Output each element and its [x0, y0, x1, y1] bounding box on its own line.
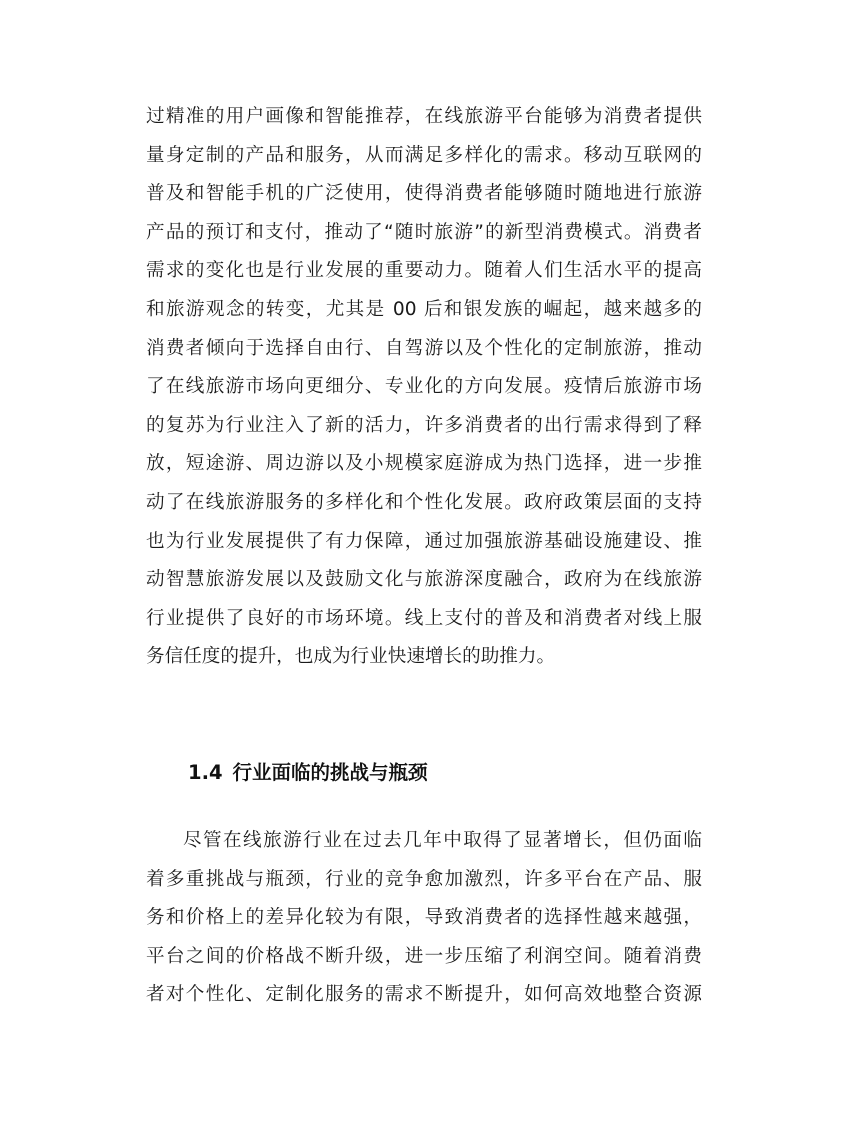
text-line: 务信任度的提升，也成为行业快速增长的助推力。: [146, 646, 556, 668]
text-line: 产品的预订和支付，推动了“随时旅游”的新型消费模式。消费者: [146, 221, 702, 243]
body-paragraph-1: [146, 98, 702, 677]
text-line: 消费者倾向于选择自由行、自驾游以及个性化的定制旅游，推动: [146, 337, 702, 359]
section-number: 1.4: [188, 761, 223, 784]
section-title: 行业面临的挑战与瓶颈: [232, 761, 428, 784]
text-line: 量身定制的产品和服务，从而满足多样化的需求。移动互联网的: [146, 144, 702, 166]
text-line: 动智慧旅游发展以及鼓励文化与旅游深度融合，政府为在线旅游: [146, 569, 702, 591]
text-line: 普及和智能手机的广泛使用，使得消费者能够随时随地进行旅游: [146, 183, 702, 205]
text-line: 者对个性化、定制化服务的需求不断提升，如何高效地整合资源: [146, 984, 702, 1006]
text-line: 务和价格上的差异化较为有限，导致消费者的选择性越来越强，: [146, 907, 702, 929]
text-line: 尽管在线旅游行业在过去几年中取得了显著增长，但仍面临: [183, 830, 702, 851]
text-line: 动了在线旅游服务的多样化和个性化发展。政府政策层面的支持: [146, 491, 702, 513]
text-line: 和旅游观念的转变，尤其是 00 后和银发族的崛起，越来越多的: [146, 298, 702, 320]
text-line: 放，短途游、周边游以及小规模家庭游成为热门选择，进一步推: [146, 453, 702, 475]
section-heading: [188, 754, 428, 792]
text-line: 着多重挑战与瓶颈，行业的竞争愈加激烈，许多平台在产品、服: [146, 868, 702, 890]
text-line: 行业提供了良好的市场环境。线上支付的普及和消费者对线上服: [146, 607, 702, 629]
text-line: 平台之间的价格战不断升级，进一步压缩了利润空间。随着消费: [146, 945, 702, 967]
text-line: 了在线旅游市场向更细分、专业化的方向发展。疫情后旅游市场: [146, 376, 702, 398]
body-paragraph-2: [146, 822, 702, 1015]
text-line: 过精准的用户画像和智能推荐，在线旅游平台能够为消费者提供: [146, 106, 702, 127]
text-line: 的复苏为行业注入了新的活力，许多消费者的出行需求得到了释: [146, 414, 702, 436]
text-line: 需求的变化也是行业发展的重要动力。随着人们生活水平的提高: [146, 260, 702, 282]
text-line: 也为行业发展提供了有力保障，通过加强旅游基础设施建设、推: [146, 530, 702, 552]
